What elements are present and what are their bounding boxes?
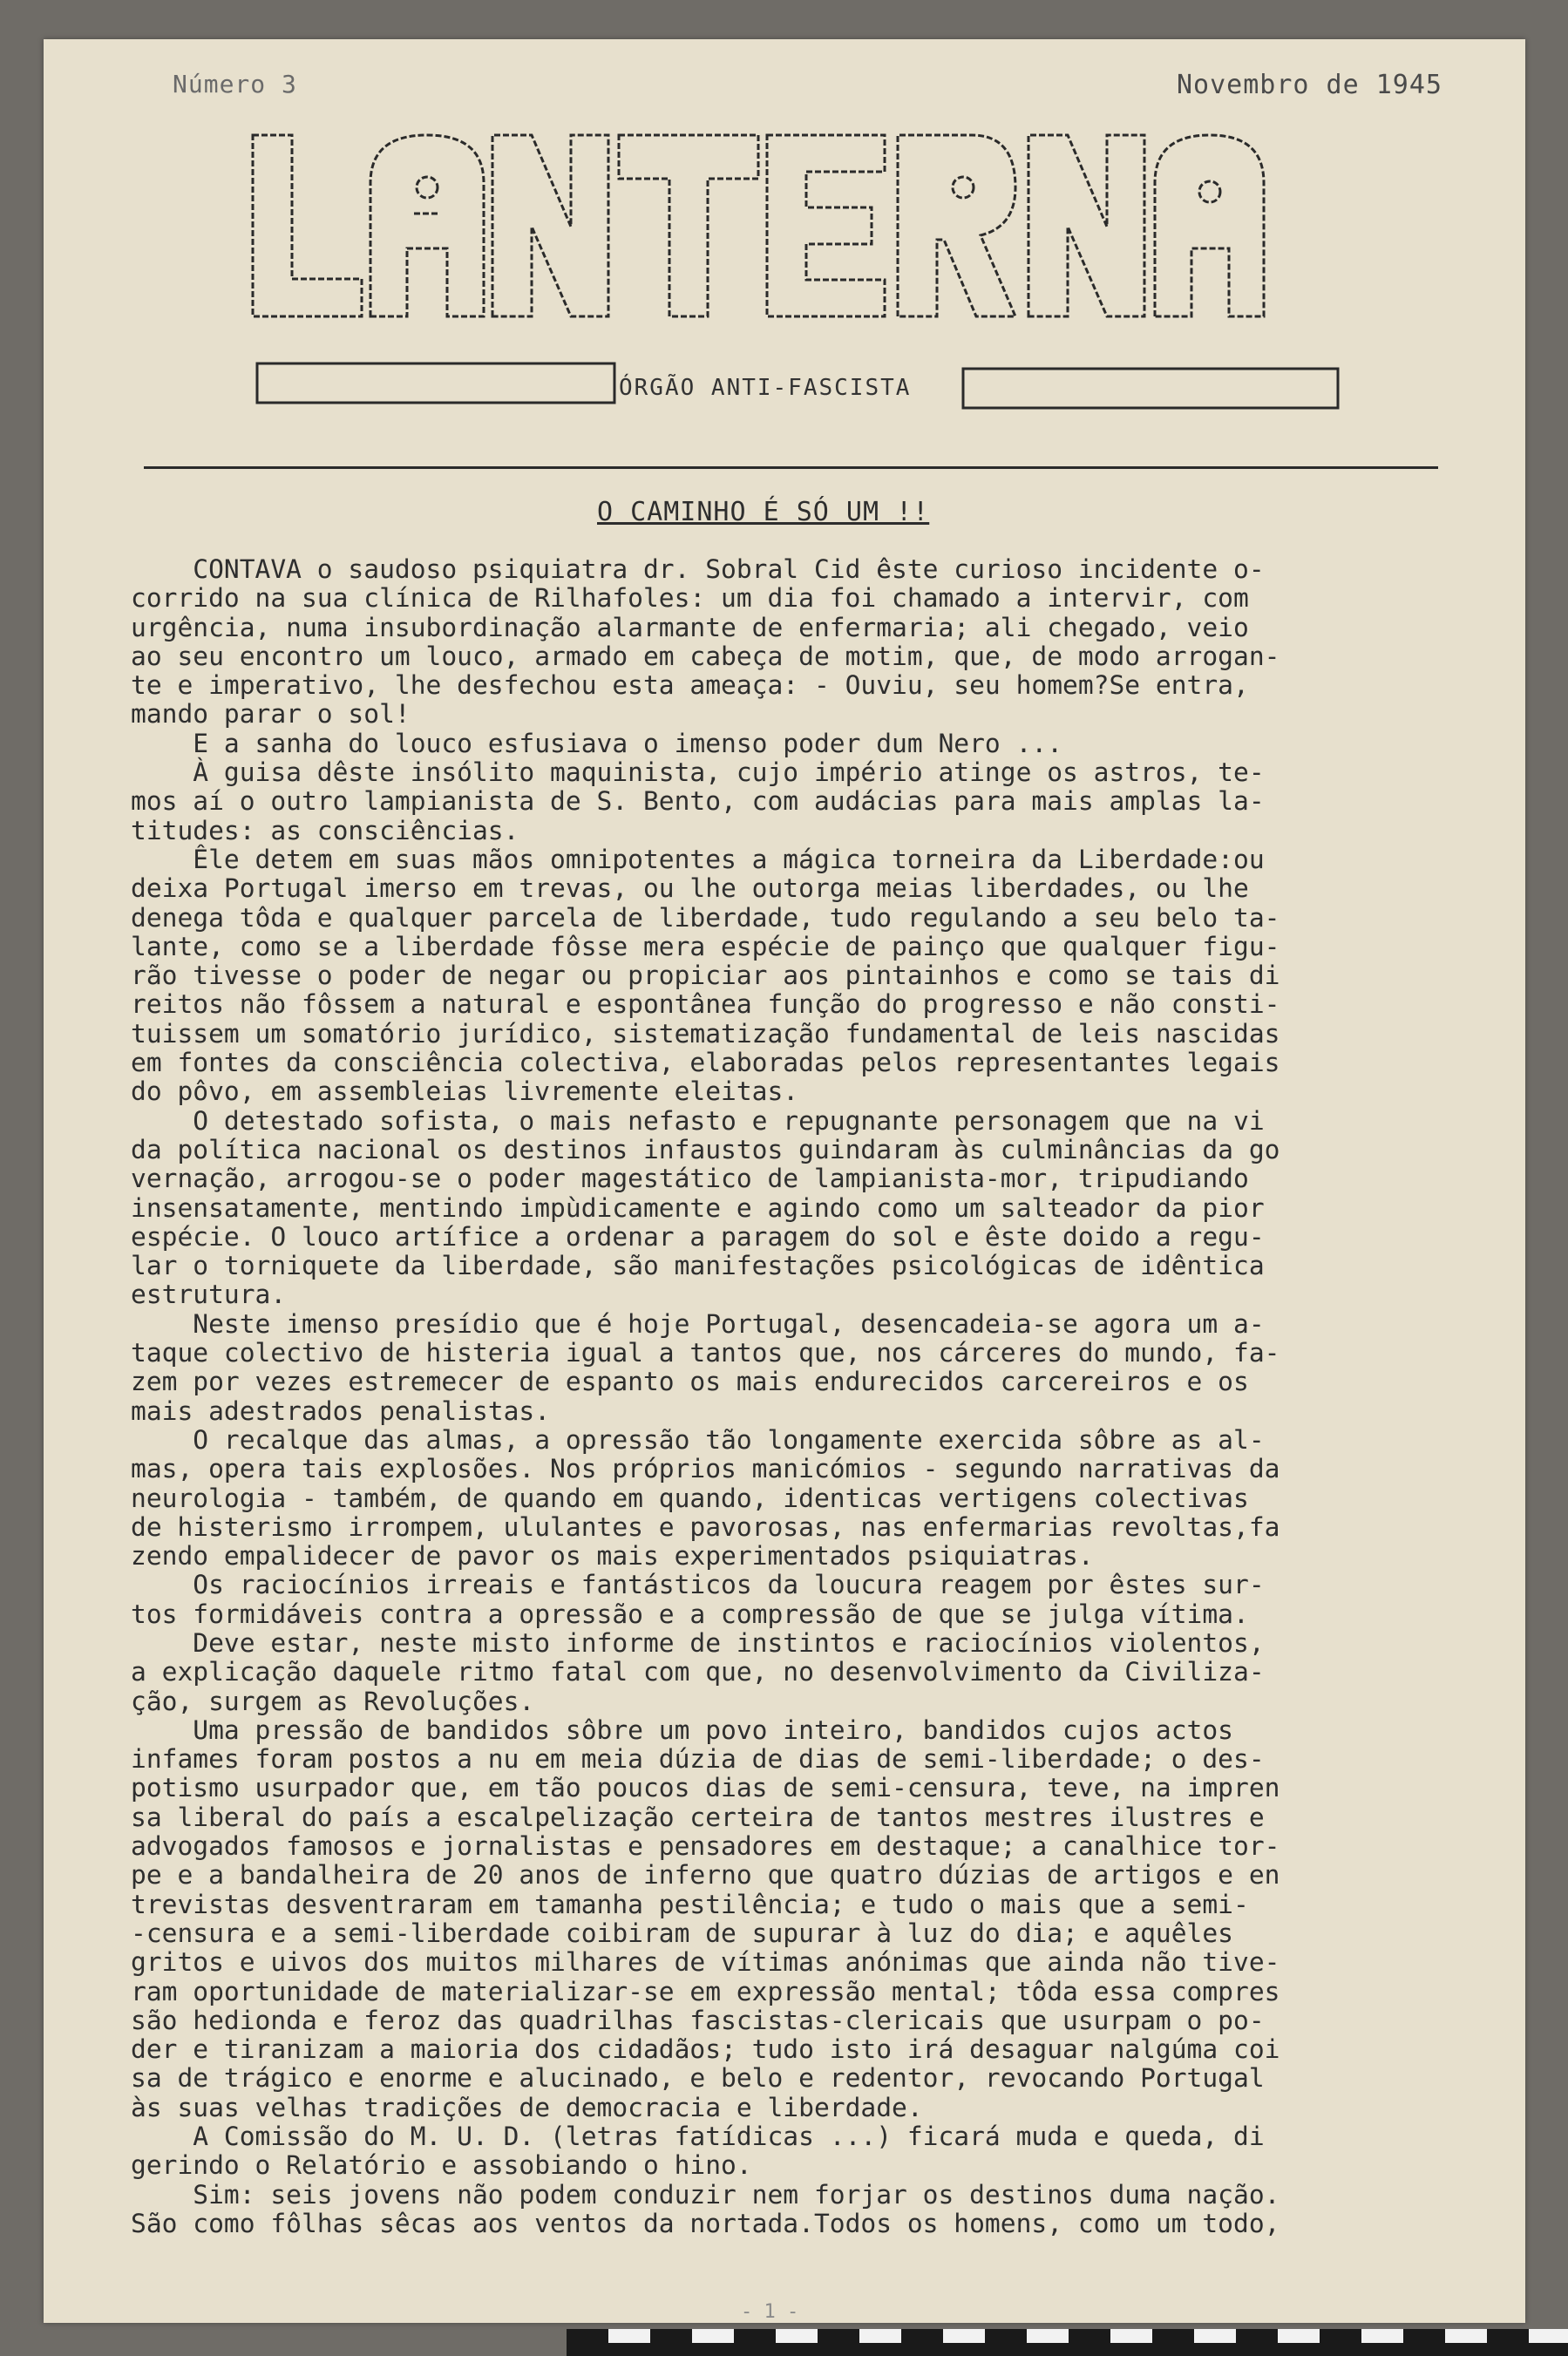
scale-segment [692,2329,734,2343]
scale-segment [1278,2329,1320,2343]
article-line: neurologia - também, de quando em quando, identicas vertigens colectivas [131,1483,1249,1513]
scale-segment [1194,2329,1236,2343]
issue-date: Novembro de 1945 [1177,70,1442,100]
scale-segment [734,2342,776,2356]
article-line: O recalque das almas, a opressão tão longamente exercida sôbre as al- [131,1424,1265,1455]
article-line: ao seu encontro um louco, armado em cabeça de motim, que, de modo arrogan- [131,641,1280,671]
article-line: CONTAVA o saudoso psiquiatra dr. Sobral Cid êste curioso incidente o- [131,554,1265,584]
scale-segment [1027,2329,1069,2343]
article-line: taque colectivo de histeria igual a tantos que, nos cárceres do mundo, fa- [131,1338,1280,1368]
article-line: Uma pressão de bandidos sôbre um povo inteiro, bandidos cujos actos [131,1714,1234,1745]
newspaper-page [44,39,1525,2323]
article-headline: O CAMINHO É SÓ UM !! [597,497,930,527]
article-line: zendo empalidecer de pavor os mais experimentados psiquiatras. [131,1541,1094,1572]
masthead-divider [144,466,1438,469]
article-line: são hedionda e feroz das quadrilhas fascistas-clericais que usurpam o po- [131,2005,1265,2035]
scale-segment [776,2329,818,2343]
article-line: lar o torniquete da liberdade, são manifestações psicológicas de idêntica [131,1251,1265,1281]
article-line: às suas velhas tradições de democracia e liberdade. [131,2092,923,2122]
scale-segment [567,2342,608,2356]
article-line: Êle detem em suas mãos omnipotentes a mágica torneira da Liberdade:ou [131,844,1265,874]
article-line: ção, surgem as Revoluções. [131,1686,535,1716]
scale-segment [1403,2342,1445,2356]
article-line: E a sanha do louco esfusiava o imenso poder dum Nero ... [131,728,1063,758]
article-line: corrido na sua clínica de Rilhafoles: um dia foi chamado a intervir, com [131,583,1249,614]
page-number: - 1 - [741,2301,799,2323]
article-line: A Comissão do M. U. D. (letras fatídicas ...) ficará muda e queda, di [131,2122,1265,2152]
scale-segment [1320,2342,1361,2356]
scale-segment [650,2342,692,2356]
article-line: tuissem um somatório jurídico, sistematização fundamental de leis nascidas [131,1018,1280,1049]
scale-segment [859,2329,901,2343]
article-line: deixa Portugal imerso em trevas, ou lhe outorga meias liberdades, ou lhe [131,873,1249,904]
article-line: São como fôlhas sêcas aos ventos da nortada.Todos os homens, como um todo, [131,2208,1280,2238]
article-line: gritos e uivos dos muitos milhares de vítimas anónimas que ainda não tive- [131,1947,1280,1978]
article-line: sa liberal do país a escalpelização certeira de tantos mestres ilustres e [131,1802,1265,1832]
article-line: estrutura. [131,1280,287,1310]
article-line: reitos não fôssem a natural e espontânea função do progresso e não consti- [131,989,1280,1020]
scale-segment [1487,2342,1529,2356]
scale-segment [1236,2342,1278,2356]
article-line: do pôvo, em assembleias livremente eleitas. [131,1076,799,1107]
article-line: potismo usurpador que, em tão poucos dias de semi-censura, teve, na impren [131,1773,1280,1803]
article-line: mais adestrados penalistas. [131,1395,551,1426]
article-line: rão tivesse o poder de negar ou propiciar aos pintainhos e como se tais di [131,961,1280,991]
article-line: urgência, numa insubordinação alarmante de enfermaria; ali chegado, veio [131,612,1249,642]
scale-segment [901,2342,943,2356]
article-line: gerindo o Relatório e assobiando o hino. [131,2150,752,2181]
scale-segment [1069,2342,1110,2356]
article-line: Deve estar, neste misto informe de instintos e raciocínios violentos, [131,1627,1265,1658]
article-line: zem por vezes estremecer de espanto os mais endurecidos carcereiros e os [131,1367,1249,1397]
scale-segment [1445,2329,1487,2343]
article-line: mos aí o outro lampianista de S. Bento, com audácias para mais amplas la- [131,786,1265,817]
article-line: insensatamente, mentindo impùdicamente e agindo como um salteador da pior [131,1192,1265,1223]
article-line: tos formidáveis contra a opressão e a compressão de que se julga vítima. [131,1599,1249,1629]
scale-segment [1152,2342,1194,2356]
scale-segment [1361,2329,1403,2343]
article-line: vernação, arrogou-se o poder magestático de lampianista-mor, tripudiando [131,1164,1249,1194]
article-line: infames foram postos a nu em meia dúzia de dias de semi-liberdade; o des- [131,1744,1265,1775]
scale-segment [608,2329,650,2343]
issue-number: Número 3 [173,70,297,98]
article-body [131,555,1473,2238]
article-line: denega tôda e qualquer parcela de liberdade, tudo regulando a seu belo ta- [131,902,1280,933]
masthead-subtitle: ÓRGÃO ANTI-FASCISTA [619,375,912,401]
scale-segment [985,2342,1027,2356]
article-line: mas, opera tais explosões. Nos próprios manicómios - segundo narrativas da [131,1454,1280,1484]
scale-segment [1110,2329,1152,2343]
article-line: lante, como se a liberdade fôsse mera espécie de painço que qualquer figu- [131,931,1280,961]
article-line: trevistas desventraram em tamanha pestilência; e tudo o mais que a semi- [131,1889,1249,1919]
scale-segment [943,2329,985,2343]
article-line: em fontes da consciência colectiva, elaboradas pelos representantes legais [131,1048,1280,1078]
article-line: Sim: seis jovens não podem conduzir nem forjar os destinos duma nação. [131,2179,1280,2210]
article-line: a explicação daquele ritmo fatal com que, no desenvolvimento da Civiliza- [131,1657,1265,1687]
article-line: pe e a bandalheira de 20 anos de inferno que quatro dúzias de artigos e en [131,1860,1280,1891]
article-line: advogados famosos e jornalistas e pensadores em destaque; a canalhice tor- [131,1831,1280,1862]
scale-segment [1529,2329,1568,2343]
article-line: der e tiranizam a maioria dos cidadãos; tudo isto irá desaguar nalgúma coi [131,2034,1280,2065]
scale-segment [818,2342,859,2356]
article-line: mando parar o sol! [131,699,411,730]
article-line: de histerismo irrompem, ululantes e pavorosas, nas enfermarias revoltas,fa [131,1511,1280,1542]
article-line: da política nacional os destinos infaustos guindaram às culminâncias da go [131,1134,1280,1164]
color-scale-bar [567,2329,1568,2356]
article-line: À guisa dêste insólito maquinista, cujo império atinge os astros, te- [131,757,1265,788]
article-line: espécie. O louco artífice a ordenar a paragem do sol e êste doido a regu- [131,1221,1265,1252]
article-line: sa de trágico e enorme e alucinado, e belo e redentor, revocando Portugal [131,2063,1265,2094]
article-line: O detestado sofista, o mais nefasto e repugnante personagem que na vi [131,1105,1265,1136]
article-line: Os raciocínios irreais e fantásticos da loucura reagem por êstes sur- [131,1570,1265,1600]
article-line: te e imperativo, lhe desfechou esta ameaça: - Ouviu, seu homem?Se entra, [131,670,1249,701]
article-line: titudes: as consciências. [131,815,519,845]
article-line: Neste imenso presídio que é hoje Portugal, desencadeia-se agora um a- [131,1308,1265,1339]
article-line: -censura e a semi-liberdade coibiram de supurar à luz do dia; e aquêles [131,1918,1234,1948]
article-line: ram oportunidade de materializar-se em expressão mental; tôda essa compres [131,1976,1280,2006]
